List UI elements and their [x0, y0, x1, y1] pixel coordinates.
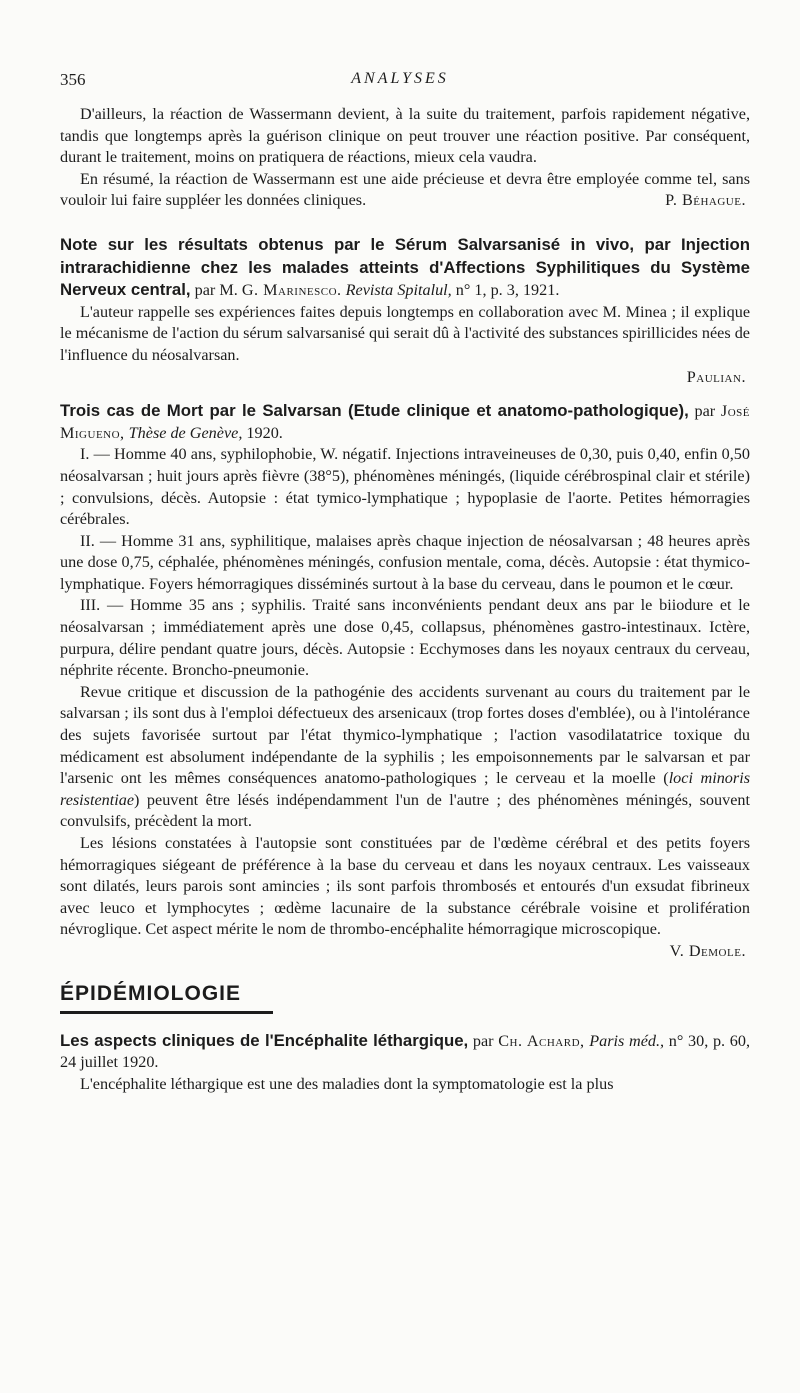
article-1-body: L'auteur rappelle ses expériences faites depuis longtemps en collaboration avec M. Minea ; il explique le mécanisme de l'action du sérum salvarsanisé qui serait dû à l'activité des substances spirillicides nées de l'influence du néosalvarsan.: [60, 302, 750, 364]
text-column: [60, 104, 750, 1095]
intro-paragraph-1: D'ailleurs, la réaction de Wassermann devient, à la suite du traitement, parfois rapidement négative, tandis que longtemps après la guérison clinique on peut trouver une réaction positive. Par conséquent, durant le traitement, moins on pratiquera de réactions, mieux cela vaudra.: [60, 105, 750, 167]
article-1-heading: [60, 234, 750, 302]
article-3-ref-prefix: par: [472, 1031, 494, 1050]
article-3-body: L'encéphalite léthargique est une des maladies dont la symptomatologie est la plus: [80, 1074, 614, 1093]
section-epidemiologie: [60, 981, 750, 1014]
article-2-thesis: Thèse de Genève,: [128, 423, 243, 442]
article-1-title: Note sur les résultats obtenus par le Sérum Salvarsanisé in vivo, par Injection intrarachidienne chez les malades atteints d'Affections Syphilitiques du Système Nerveux central,: [60, 234, 750, 300]
case-3: III. — Homme 35 ans ; syphilis. Traité sans inconvénients pendant deux ans par le biiodure et le néosalvarsan ; immédiatement après une dose 0,45, collapsus, phénomènes gastro-intestinaux. Ictère, purpura, délire pendant quatre jours, décès. Autopsie : Ecchymoses dans les noyaux centraux du cerveau, néphrite récente. Broncho-pneumonie.: [60, 596, 750, 680]
article-1-journal: Revista Spitalul,: [345, 281, 452, 300]
signature-paulian: Paulian.: [686, 367, 746, 386]
review-latin-term: loci minoris resistentiae: [60, 769, 750, 809]
page-number: 356: [60, 70, 86, 89]
case-1: I. — Homme 40 ans, syphilophobie, W. négatif. Injections intraveineuses de 0,30, puis 0,40, enfin 0,50 néosalvarsan ; huit jours après fièvre (38°5), phénomènes méningés, (liquide cérébrospinal clair et stérile) ; convulsions, décès. Autopsie : état tymico-lymphatique ; hypoplasie de l'aorte. Petites hémorragies cérébrales.: [60, 445, 750, 529]
article-2-year: 1920.: [246, 423, 283, 442]
article-3-journal: Paris méd.,: [589, 1031, 665, 1050]
intro-paragraph-2: [60, 169, 750, 212]
signature-demole: V. Demole.: [669, 941, 746, 960]
article-2-heading: [60, 400, 750, 444]
review-text-2: ) peuvent être lésés indépendamment l'un de l'autre ; des phénomènes méningés, souvent convulsifs, précèdent la mort.: [60, 790, 750, 831]
section-heading: ÉPIDÉMIOLOGIE: [60, 981, 242, 1005]
review-text-1: Revue critique et discussion de la pathogénie des accidents survenant au cours du traitement par le salvarsan ; ils sont dus à l'emploi défectueux des arsenicaux (trop fortes doses d'emblée), ou à l'intolérance des sujets favorisée surtout par l'état thymico-lymphatique ; l'action vasodilatatrice toxique du médicament est absolument indépendante de la syphilis ; les empoisonnements par le salvarsan et par l'arsenic ont les mêmes conséquences anatomo-pathologiques ; le cerveau et la moelle (: [60, 682, 750, 788]
lesions-paragraph: Les lésions constatées à l'autopsie sont constituées par de l'œdème cérébral et des petits foyers hémorragiques siégeant de préférence à la base du cerveau et dans les noyaux centraux. Les vaisseaux sont dilatés, leurs parois sont amincies ; ils sont parfois thrombosés et entourés d'un exsudat fibrineux avec leuco et lymphocytes ; œdème lacunaire de la substance cérébrale voisine et prolifération névroglique. Cet aspect mérite le nom de thrombo-encéphalite hémorragique microscopique.: [60, 834, 750, 939]
article-1-citation: n° 1, p. 3, 1921.: [455, 281, 560, 300]
article-3-author: Ch. Achard,: [498, 1031, 585, 1050]
review-paragraph: [60, 682, 750, 833]
article-3-citation: n° 30, p. 60, 24 juillet 1920.: [60, 1031, 751, 1072]
running-title: ANALYSES: [351, 70, 449, 87]
article-3-heading: [60, 1030, 750, 1074]
article-2-ref-prefix: par: [694, 402, 716, 421]
article-2-title: Trois cas de Mort par le Salvarsan (Etude clinique et anatomo-pathologique),: [60, 401, 689, 421]
section-rule: [60, 1011, 273, 1014]
signature-behague: P. Béhague.: [665, 191, 746, 210]
case-2: II. — Homme 31 ans, syphilitique, malaises après chaque injection de néosalvarsan ; 48 heures après une dose 0,75, céphalée, phénomènes méningés, confusion mentale, coma, décès. Autopsie : état thymico-lymphatique. Foyers hémorragiques disséminés surtout à la base du cerveau, dans le poumon et le cœur.: [60, 531, 750, 593]
article-1-author: G. Marinesco.: [241, 281, 342, 300]
intro-paragraph-2-text: En résumé, la réaction de Wassermann est une aide précieuse et devra être employée comme tel, sans vouloir lui faire suppléer les données cliniques.: [60, 169, 750, 210]
article-1-ref-prefix: par M.: [194, 281, 238, 300]
article-2-author: José Migueno,: [60, 402, 750, 442]
running-header: [60, 70, 740, 92]
article-3-title: Les aspects cliniques de l'Encéphalite léthargique,: [60, 1030, 469, 1050]
